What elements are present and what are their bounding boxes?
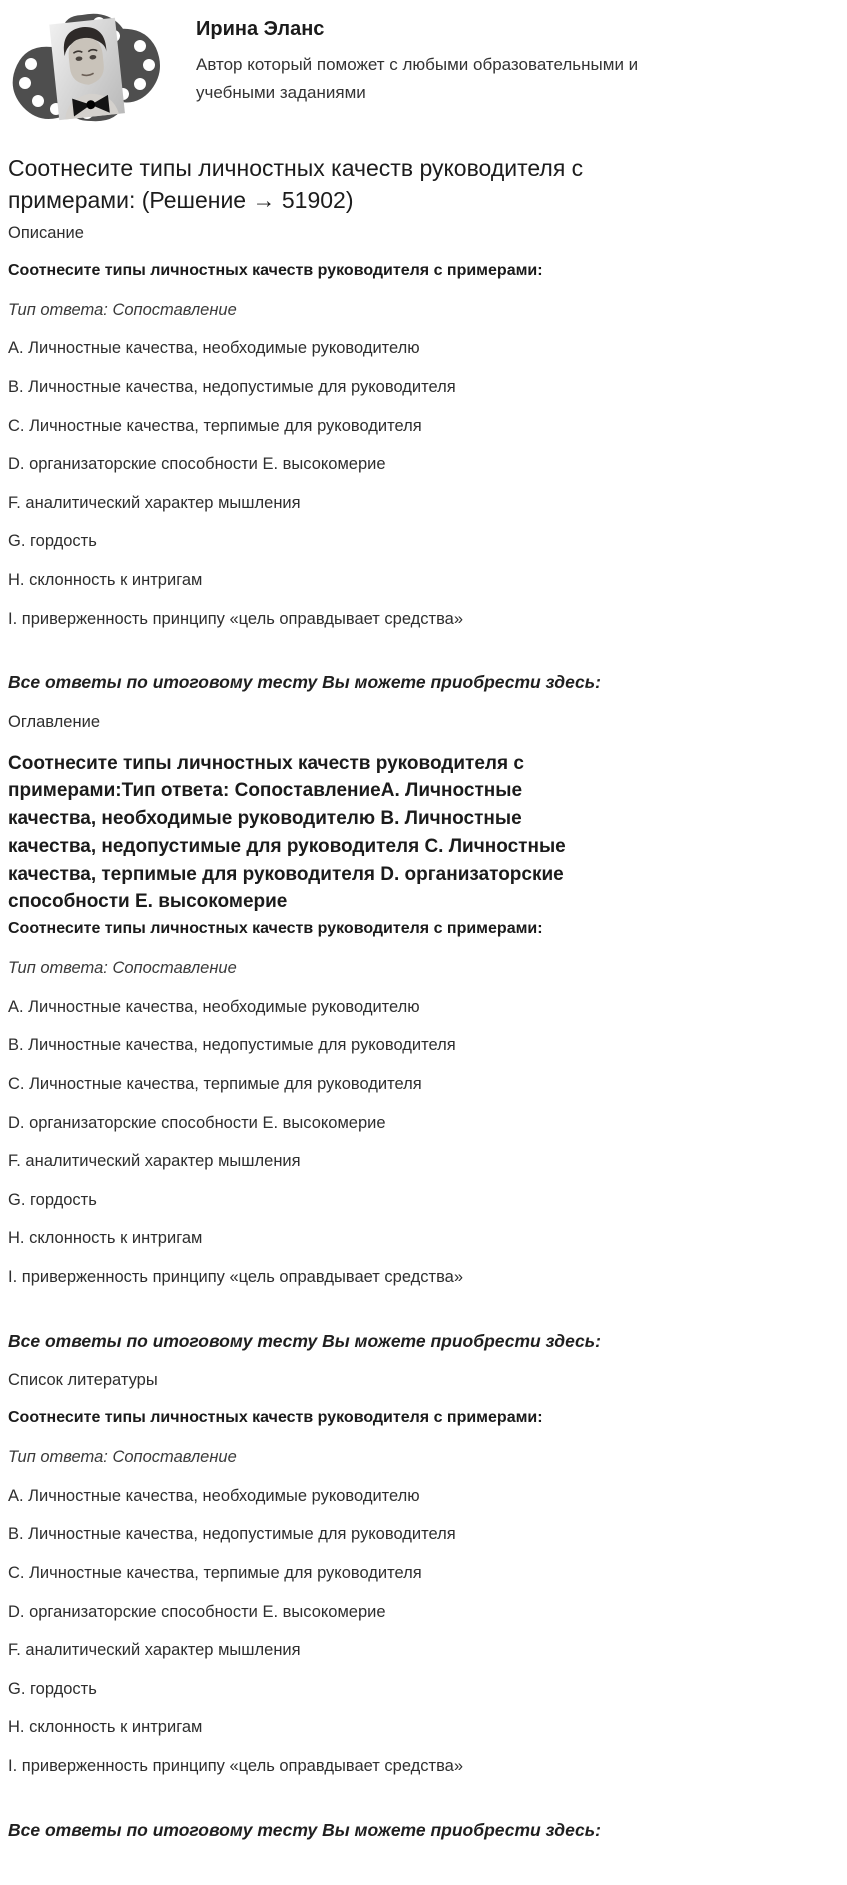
question-item-b: B. Личностные качества, недопустимые для руководителя — [8, 1036, 456, 1055]
question-item-f: F. аналитический характер мышления — [8, 493, 301, 512]
question-item-a: A. Личностные качества, необходимые руководителю — [8, 1486, 420, 1505]
question-item-c: C. Личностные качества, терпимые для руководителя — [8, 1074, 422, 1093]
question-item-h: H. склонность к интригам — [8, 1229, 203, 1248]
question-item-a: A. Личностные качества, необходимые руководителю — [8, 339, 420, 358]
section-label-description: Описание — [8, 224, 84, 242]
purchase-note: Все ответы по итоговому тесту Вы можете приобрести здесь: — [8, 1330, 601, 1351]
section-toc — [8, 712, 837, 1352]
question-item-i: I. приверженность принципу «цель оправдывает средства» — [8, 1757, 464, 1776]
answer-type: Тип ответа: Сопоставление — [8, 959, 237, 978]
section-label-toc: Оглавление — [8, 713, 100, 731]
question-item-i: I. приверженность принципу «цель оправдывает средства» — [8, 1268, 464, 1287]
section-label-bibliography: Список литературы — [8, 1371, 158, 1390]
section-description — [8, 223, 837, 694]
purchase-note: Все ответы по итоговому тесту Вы можете приобрести здесь: — [8, 1819, 601, 1840]
question-heading: Соотнесите типы личностных качеств руководителя с примерами: — [8, 1409, 543, 1427]
question-item-b: B. Личностные качества, недопустимые для руководителя — [8, 1525, 456, 1544]
question-item-d: D. организаторские способности E. высокомерие — [8, 1113, 386, 1132]
question-item-h: H. склонность к интригам — [8, 571, 203, 589]
section-bibliography — [8, 1370, 837, 1841]
purchase-note: Все ответы по итоговому тесту Вы можете приобрести здесь: — [8, 672, 601, 693]
question-item-d: D. организаторские способности E. высокомерие — [8, 455, 386, 474]
author-bio: Автор который поможет с любыми образовательными и учебными заданиями — [196, 55, 639, 102]
question-heading: Соотнесите типы личностных качеств руководителя с примерами: — [8, 261, 543, 279]
question-item-f: F. аналитический характер мышления — [8, 1641, 301, 1660]
question-item-f: F. аналитический характер мышления — [8, 1152, 301, 1171]
author-name: Ирина Эланс — [196, 18, 325, 40]
question-item-d: D. организаторские способности E. высокомерие — [8, 1602, 386, 1621]
question-item-a: A. Личностные качества, необходимые руководителю — [8, 997, 420, 1016]
question-item-g: G. гордость — [8, 1679, 97, 1698]
question-item-b: B. Личностные качества, недопустимые для руководителя — [8, 377, 456, 396]
question-item-c: C. Личностные качества, терпимые для руководителя — [8, 1563, 422, 1582]
question-item-c: C. Личностные качества, терпимые для руководителя — [8, 416, 422, 435]
question-item-g: G. гордость — [8, 1190, 97, 1209]
question-item-g: G. гордость — [8, 532, 97, 551]
question-item-h: H. склонность к интригам — [8, 1718, 203, 1737]
answer-type: Тип ответа: Сопоставление — [8, 1448, 237, 1467]
page-title: Соотнесите типы личностных качеств руководителя с примерами: (Решение → 51902) — [8, 155, 584, 213]
answer-type: Тип ответа: Сопоставление — [8, 300, 237, 319]
author-info — [196, 8, 696, 106]
toc-summary: Соотнесите типы личностных качеств руководителя с примерами:Тип ответа: СопоставлениеA. Личностные качества, необходимые руководителю B. Личностные качества, недопустимые для руководителя C. Личностные качества, терпимые для руководителя D. организаторские способности E. высокомерие — [8, 752, 566, 913]
author-avatar — [8, 8, 166, 124]
author-header — [8, 8, 837, 124]
avatar-portrait-image — [8, 8, 166, 124]
question-heading: Соотнесите типы личностных качеств руководителя с примерами: — [8, 920, 543, 938]
question-item-i: I. приверженность принципу «цель оправдывает средства» — [8, 609, 464, 628]
